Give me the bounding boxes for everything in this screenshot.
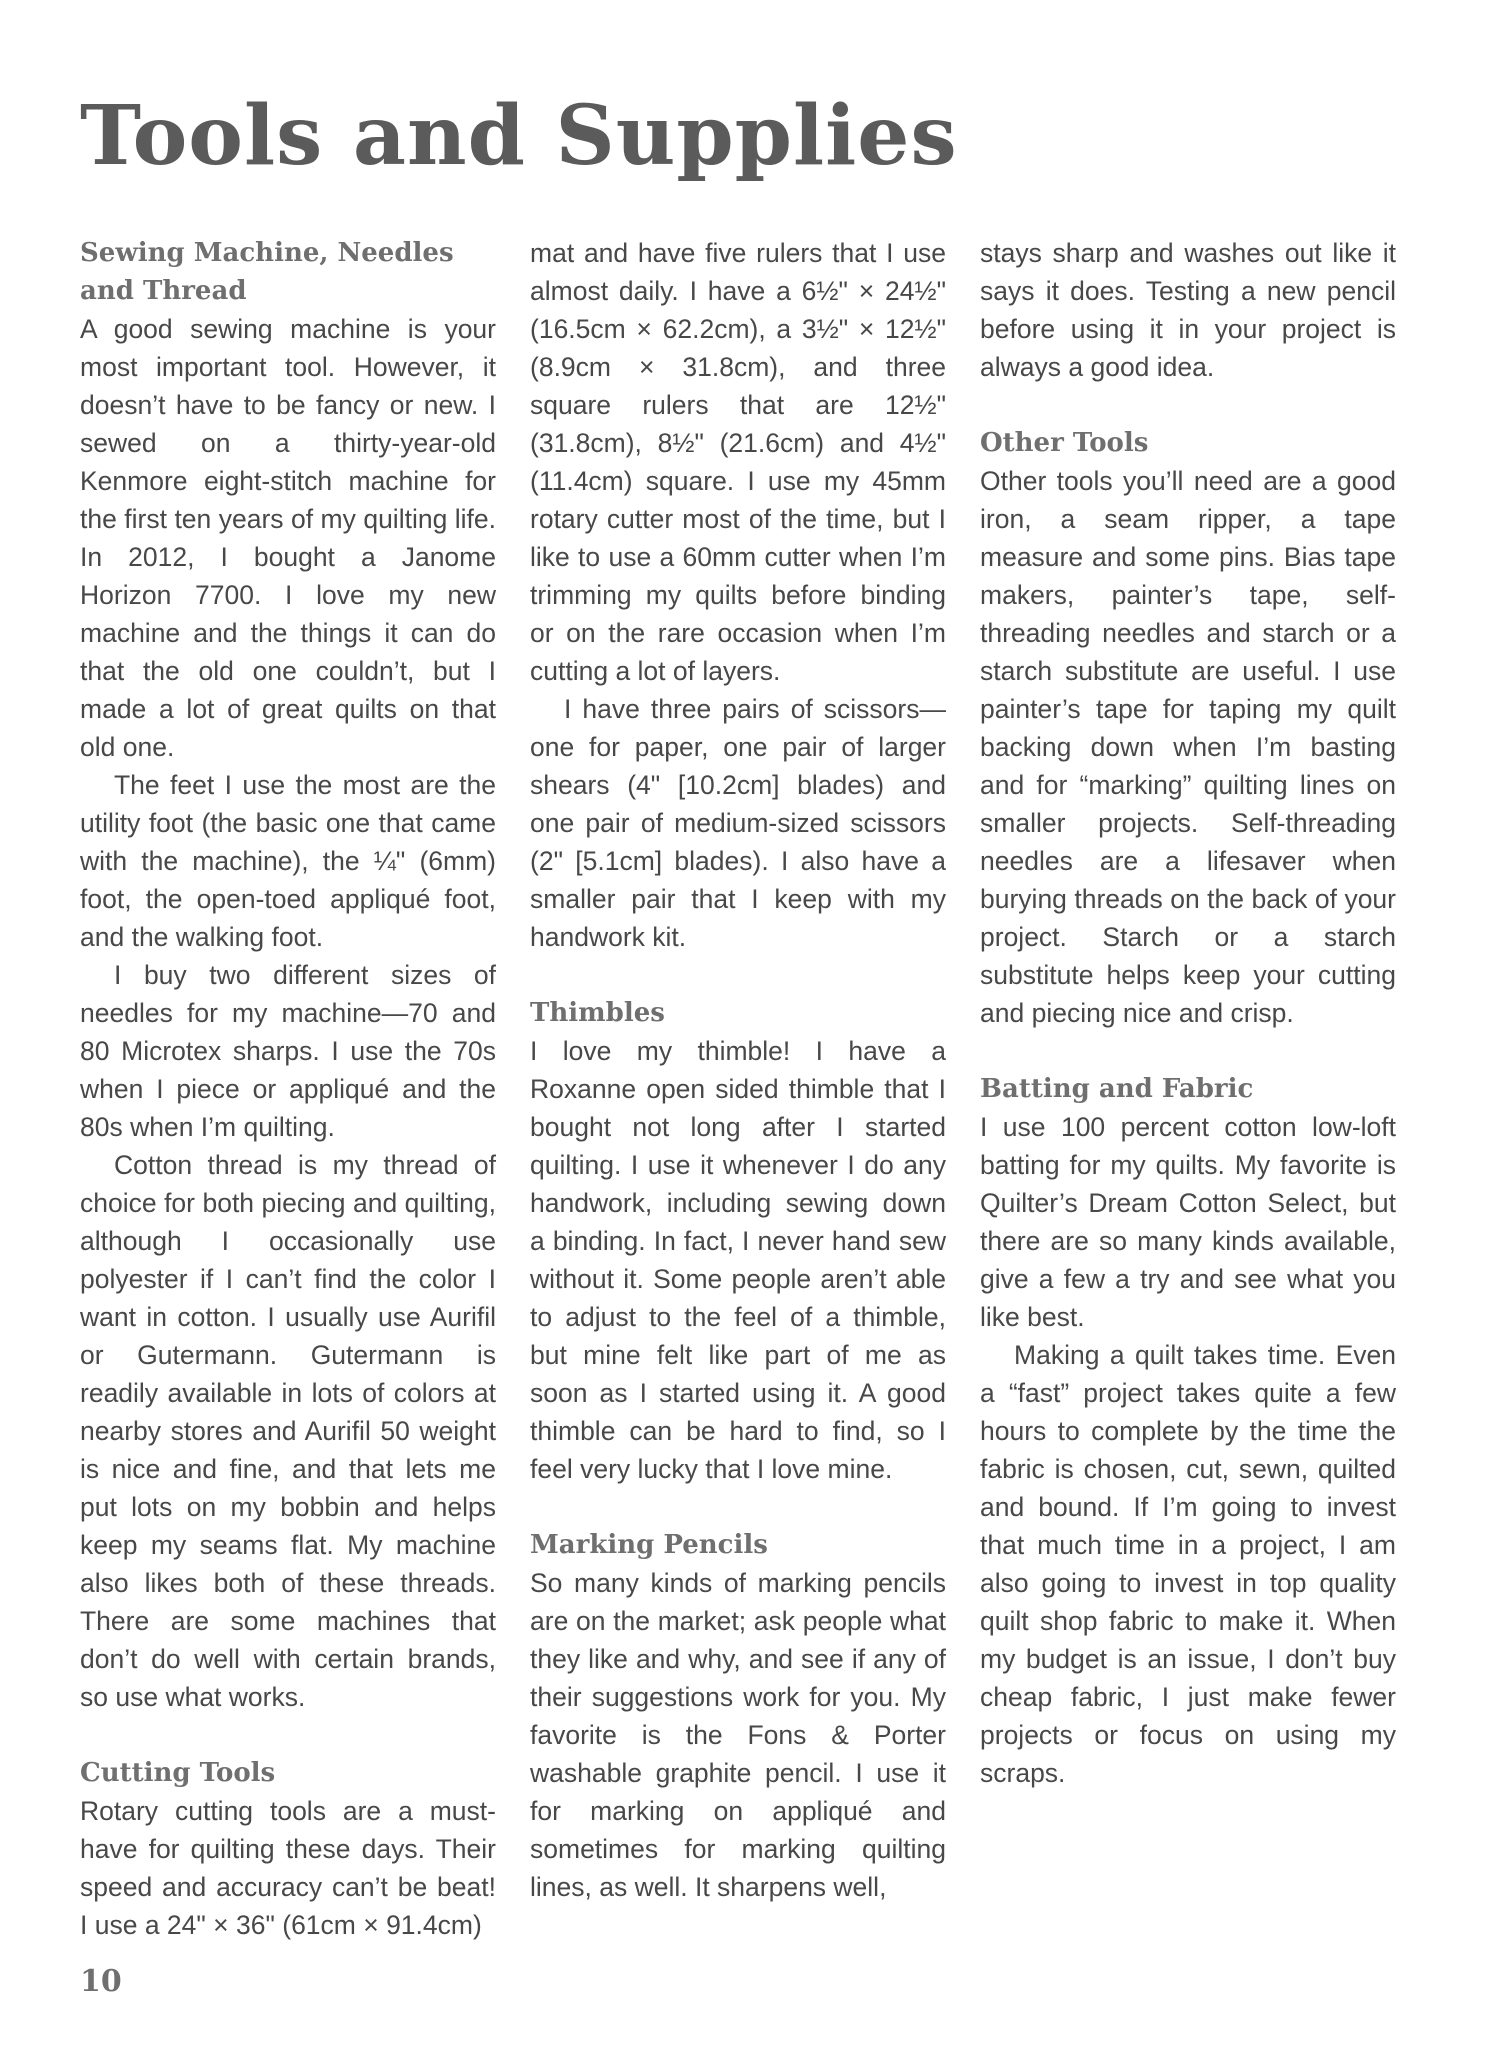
paragraph: I buy two different sizes of needles for my machine—70 and 80 Microtex sharps. I use the 70s when I piece or appliqué and the 80s when I’m quilting.	[80, 960, 496, 1142]
paragraph: Other tools you’ll need are a good iron, a seam ripper, a tape measure and some pins. Bias tape makers, painter’s tape, self-threading needles and starch or a starch substitute are useful. I use painter’s tape for taping my quilt backing down when I’m basting and for “marking” quilting lines on smaller projects. Self-threading needles are a lifesaver when burying threads on the back of your project. Starch or a starch substitute helps keep your cutting and piecing nice and crisp.	[980, 466, 1396, 1028]
text-column-1	[80, 234, 496, 1944]
paragraph: Making a quilt takes time. Even a “fast” project takes quite a few hours to complete by the time the fabric is chosen, cut, sewn, quilted and bound. If I’m going to invest that much time in a project, I am also going to invest in top quality quilt shop fabric to make it. When my budget is an issue, I don’t buy cheap fabric, I just make fewer projects or focus on using my scraps.	[980, 1340, 1396, 1788]
paragraph: Cotton thread is my thread of choice for both piecing and quilting, although I occasionally use polyester if I can’t find the color I want in cotton. I usually use Aurifil or Gutermann. Gutermann is readily available in lots of colors at nearby stores and Aurifil 50 weight is nice and fine, and that lets me put lots on my bobbin and helps keep my seams flat. My machine also likes both of these threads. There are some machines that don’t do well with certain brands, so use what works.	[80, 1150, 496, 1712]
paragraph: I love my thimble! I have a Roxanne open sided thimble that I bought not long after I started quilting. I use it whenever I do any handwork, including sewing down a binding. In fact, I never hand sew without it. Some people aren’t able to adjust to the feel of a thimble, but mine felt like part of me as soon as I started using it. A good thimble can be hard to find, so I feel very lucky that I love mine.	[530, 1036, 946, 1484]
section-heading-marking-pencils: Marking Pencils	[530, 1530, 768, 1560]
paragraph: Rotary cutting tools are a must-have for quilting these days. Their speed and accuracy can’t be beat! I use a 24" × 36" (61cm × 91.4cm)	[80, 1796, 496, 1940]
section-heading-thimbles: Thimbles	[530, 998, 665, 1028]
paragraph: The feet I use the most are the utility foot (the basic one that came with the machine), the ¼" (6mm) foot, the open-toed appliqué foot, and the walking foot.	[80, 770, 496, 952]
text-column-2	[530, 234, 946, 1906]
text-column-3	[980, 234, 1396, 1792]
section-heading-other-tools: Other Tools	[980, 428, 1149, 458]
paragraph: mat and have five rulers that I use almost daily. I have a 6½" × 24½" (16.5cm × 62.2cm), a 3½" × 12½" (8.9cm × 31.8cm), and three square rulers that are 12½" (31.8cm), 8½" (21.6cm) and 4½" (11.4cm) square. I use my 45mm rotary cutter most of the time, but I like to use a 60mm cutter when I’m trimming my quilts before binding or on the rare occasion when I’m cutting a lot of layers.	[530, 238, 946, 686]
page-number: 10	[80, 1964, 122, 1999]
paragraph: A good sewing machine is your most important tool. However, it doesn’t have to be fancy or new. I sewed on a thirty-year-old Kenmore eight-stitch machine for the first ten years of my quilting life. In 2012, I bought a Janome Horizon 7700. I love my new machine and the things it can do that the old one couldn’t, but I made a lot of great quilts on that old one.	[80, 314, 496, 762]
paragraph: I use 100 percent cotton low-loft batting for my quilts. My favorite is Quilter’s Dream Cotton Select, but there are so many kinds available, give a few a try and see what you like best.	[980, 1112, 1396, 1332]
section-heading-batting-fabric: Batting and Fabric	[980, 1074, 1254, 1104]
paragraph: So many kinds of marking pencils are on the market; ask people what they like and why, and see if any of their suggestions work for you. My favorite is the Fons & Porter washable graphite pencil. I use it for marking on appliqué and sometimes for marking quilting lines, as well. It sharpens well,	[530, 1568, 946, 1902]
page-title: Tools and Supplies	[80, 88, 958, 184]
paragraph: I have three pairs of scissors—one for paper, one pair of larger shears (4" [10.2cm] blades) and one pair of medium-sized scissors (2" [5.1cm] blades). I also have a smaller pair that I keep with my handwork kit.	[530, 694, 946, 952]
paragraph: stays sharp and washes out like it says it does. Testing a new pencil before using it in your project is always a good idea.	[980, 238, 1396, 382]
section-heading-cutting-tools: Cutting Tools	[80, 1758, 276, 1788]
section-heading-sewing-machine: Sewing Machine, Needles and Thread	[80, 238, 454, 306]
